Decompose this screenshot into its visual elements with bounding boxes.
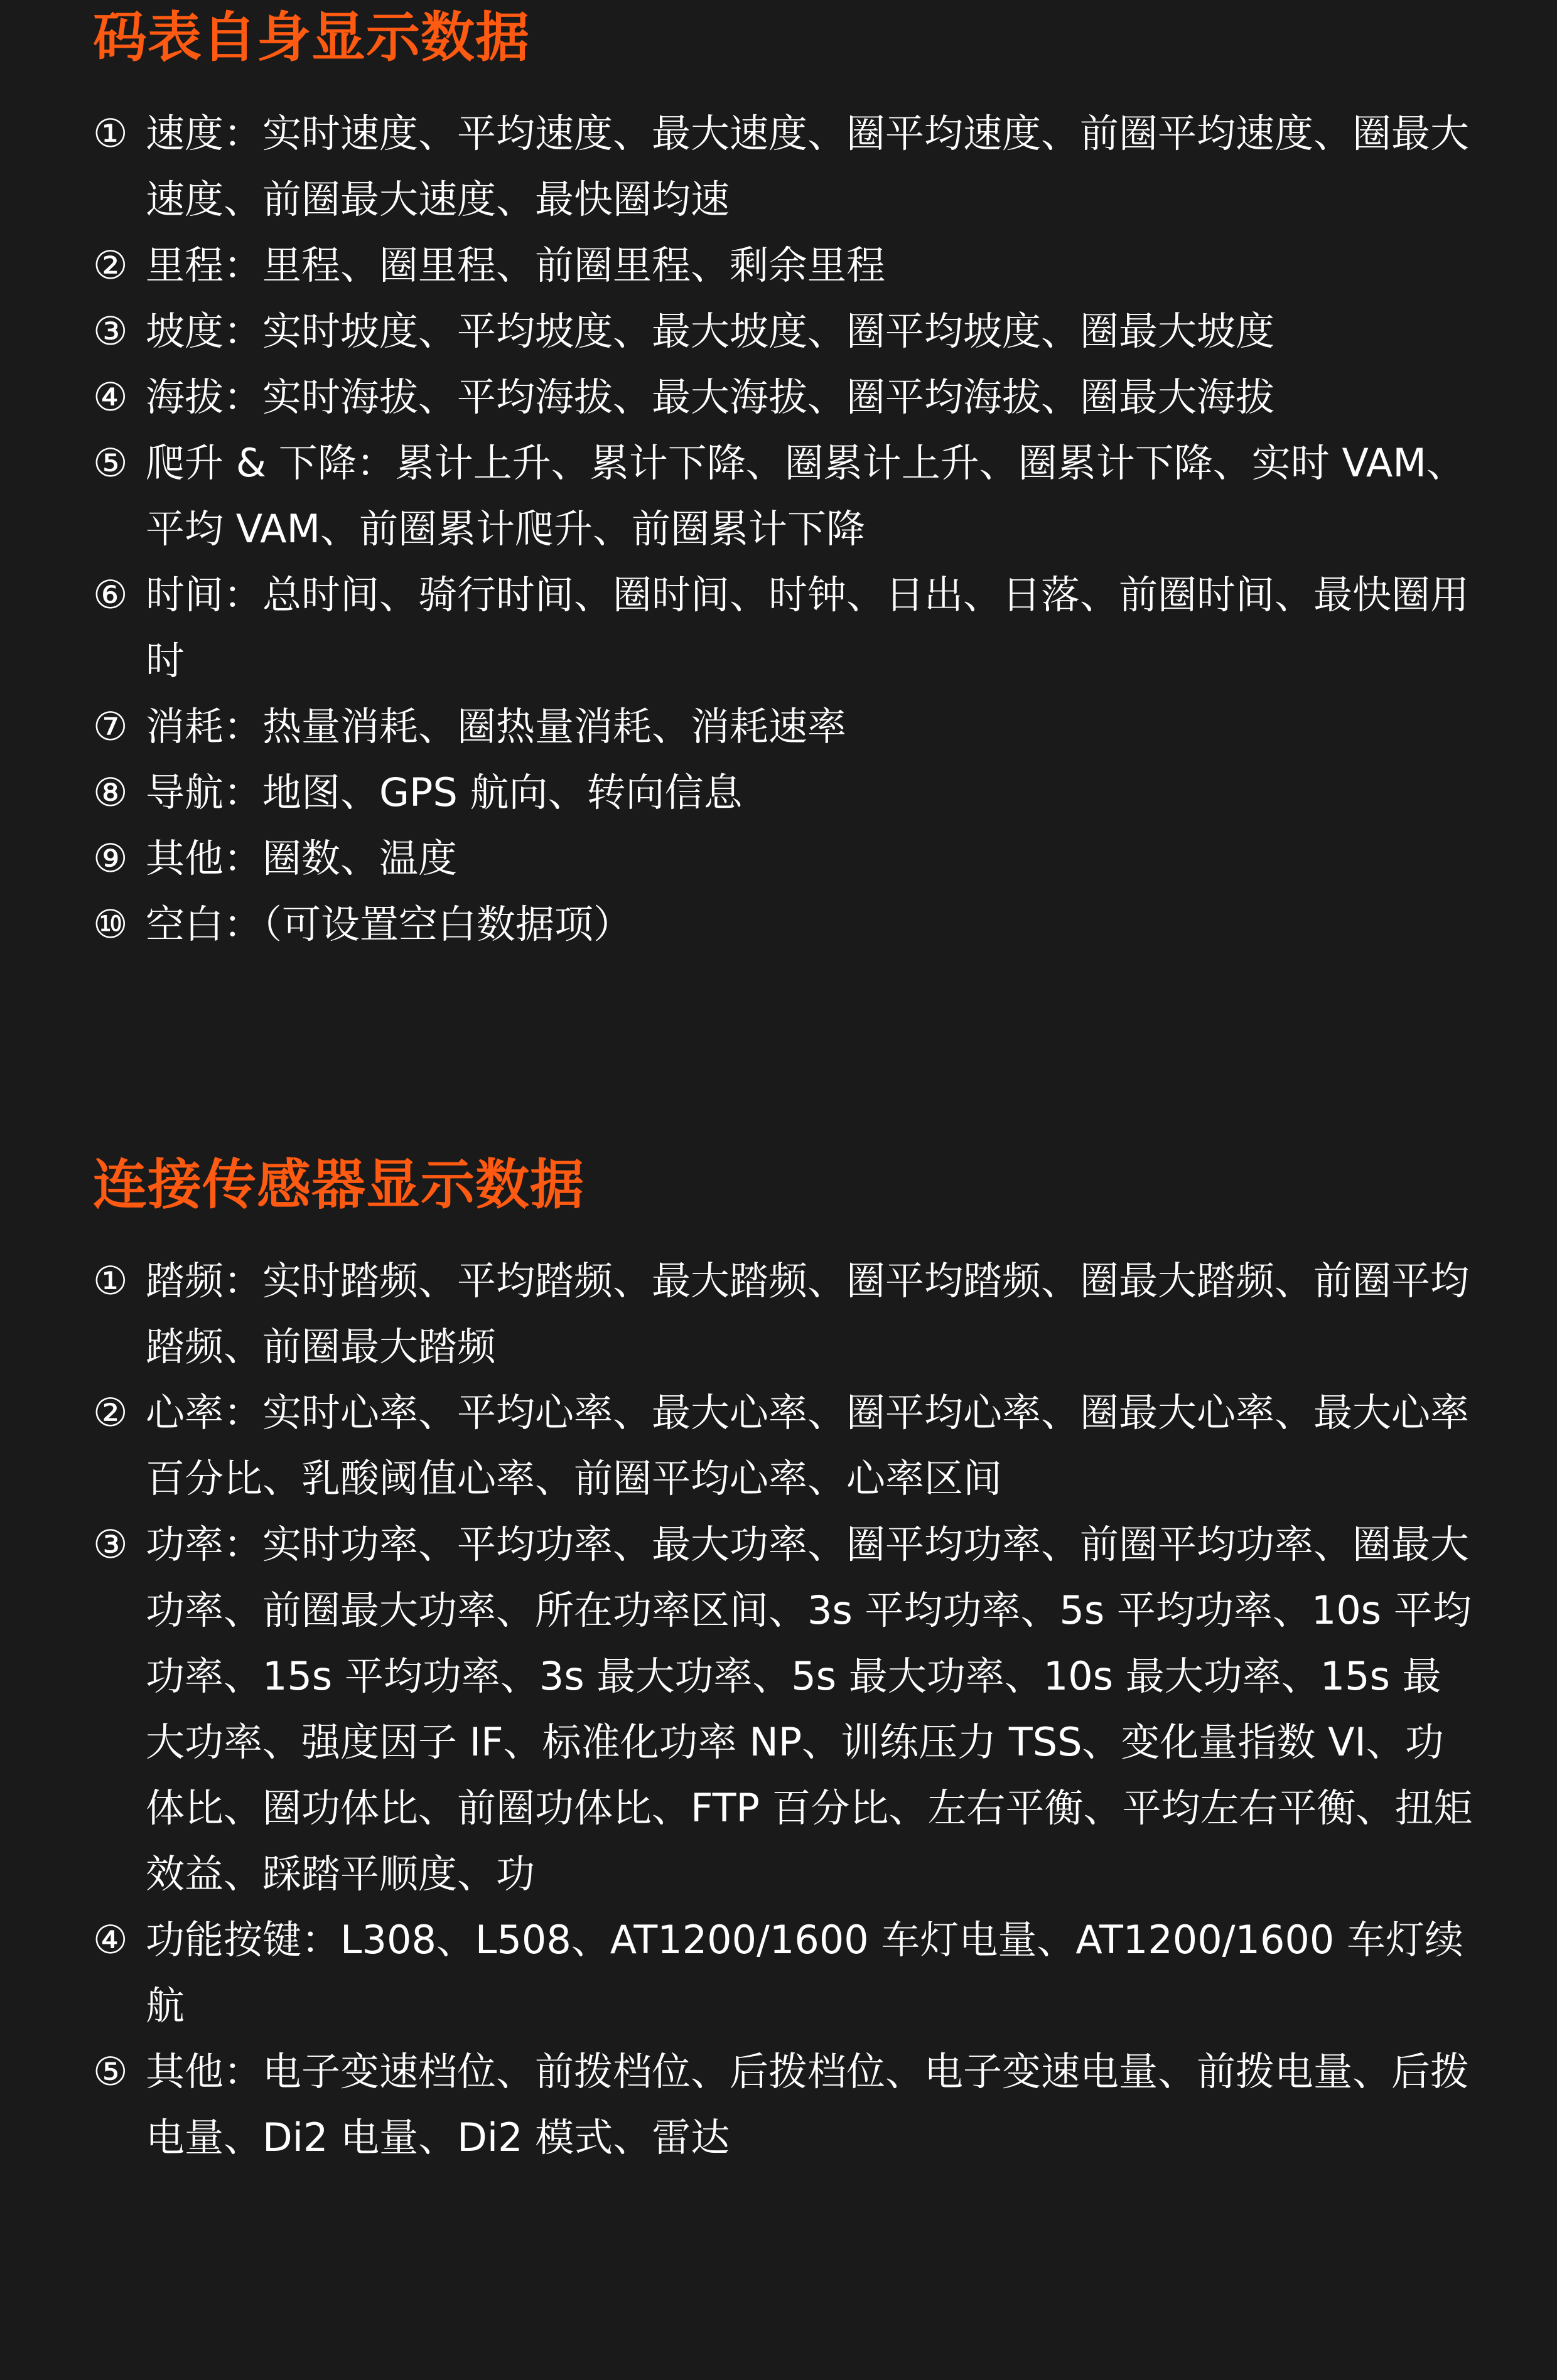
section-device-data (93, 0, 1474, 957)
list-item-time (93, 562, 1474, 694)
item-text: 里程、圈里程、前圈里程、剩余里程 (262, 242, 886, 288)
item-number: ④ (93, 374, 128, 420)
section-title: 码表自身显示数据 (93, 6, 530, 69)
item-text: 地图、GPS 航向、转向信息 (262, 769, 743, 815)
item-label: 速度： (146, 110, 263, 156)
item-number: ② (93, 1390, 128, 1435)
item-label: 踏频： (146, 1258, 263, 1304)
list-item-calories (93, 694, 1474, 759)
item-label: 里程： (146, 242, 263, 288)
item-label: 坡度： (146, 308, 263, 354)
list-item-climb-descent (93, 430, 1474, 562)
list-item-distance (93, 232, 1474, 298)
list-item-heart-rate (93, 1380, 1474, 1511)
item-text: 累计上升、累计下降、圈累计上升、圈累计下降、实时 VAM、平均 VAM、前圈累计爬升、前圈累计下降 (146, 440, 1465, 552)
item-label: 消耗： (146, 704, 263, 749)
item-number: ② (93, 242, 128, 288)
item-number: ④ (93, 1917, 128, 1963)
list-item-navigation (93, 759, 1474, 825)
item-number: ⑩ (93, 901, 128, 947)
item-number: ⑦ (93, 704, 128, 749)
list-item-altitude (93, 364, 1474, 430)
item-number: ⑨ (93, 835, 128, 881)
item-label: 心率： (146, 1390, 263, 1435)
list-item-function-keys (93, 1907, 1474, 2039)
item-label: 其他： (146, 835, 263, 881)
item-number: ③ (93, 308, 128, 354)
item-text: 实时心率、平均心率、最大心率、圈平均心率、圈最大心率、最大心率百分比、乳酸阈值心率、前圈平均心率、心率区间 (146, 1390, 1470, 1501)
item-text: 实时踏频、平均踏频、最大踏频、圈平均踏频、圈最大踏频、前圈平均踏频、前圈最大踏频 (146, 1258, 1470, 1370)
item-number: ① (93, 1258, 128, 1304)
item-label: 功率： (146, 1521, 263, 1567)
list-item-power (93, 1511, 1474, 1907)
item-text: L308、L508、AT1200/1600 车灯电量、AT1200/1600 车灯续航 (146, 1917, 1464, 2029)
list-item-grade (93, 298, 1474, 364)
item-number: ⑤ (93, 2049, 128, 2094)
item-text: 总时间、骑行时间、圈时间、时钟、日出、日落、前圈时间、最快圈用时 (146, 572, 1470, 683)
section-sensor-data (93, 1147, 1474, 2170)
list-item-other (93, 2039, 1474, 2170)
item-label: 空白： (146, 901, 263, 947)
item-label: 功能按键： (146, 1917, 341, 1963)
item-number: ③ (93, 1521, 128, 1567)
item-number: ⑤ (93, 440, 128, 486)
item-label: 海拔： (146, 374, 263, 420)
item-text: 热量消耗、圈热量消耗、消耗速率 (262, 704, 847, 749)
item-number: ① (93, 110, 128, 156)
item-text: 电子变速档位、前拨档位、后拨档位、电子变速电量、前拨电量、后拨电量、Di2 电量、Di2 模式、雷达 (146, 2049, 1470, 2160)
item-text: （可设置空白数据项） (262, 901, 633, 947)
item-text: 实时海拔、平均海拔、最大海拔、圈平均海拔、圈最大海拔 (262, 374, 1275, 420)
item-number: ⑧ (93, 769, 128, 815)
section-title: 连接传感器显示数据 (93, 1154, 585, 1216)
item-text: 实时速度、平均速度、最大速度、圈平均速度、前圈平均速度、圈最大速度、前圈最大速度、最快圈均速 (146, 110, 1470, 222)
item-text: 实时坡度、平均坡度、最大坡度、圈平均坡度、圈最大坡度 (262, 308, 1275, 354)
item-text: 圈数、温度 (262, 835, 458, 881)
list-item-speed (93, 100, 1474, 232)
item-text: 实时功率、平均功率、最大功率、圈平均功率、前圈平均功率、圈最大功率、前圈最大功率、所在功率区间、3s 平均功率、5s 平均功率、10s 平均功率、15s 平均功率、3s 最大功率、5s 最大功率、10s 最大功率、15s 最大功率、强度因子 IF、标准化功率 NP、训练压力 TSS、变化量指数 VI、功体比、圈功体比、前圈功体比、FTP 百分比、左右平衡、平均左右平衡、扭矩效益、踩踏平顺度、功 (146, 1521, 1473, 1897)
list-item-other (93, 825, 1474, 891)
item-label: 导航： (146, 769, 263, 815)
item-label: 爬升 & 下降： (146, 440, 396, 486)
list-item-blank (93, 891, 1474, 957)
item-label: 其他： (146, 2049, 263, 2094)
list-item-cadence (93, 1248, 1474, 1380)
item-number: ⑥ (93, 572, 128, 618)
item-label: 时间： (146, 572, 263, 618)
